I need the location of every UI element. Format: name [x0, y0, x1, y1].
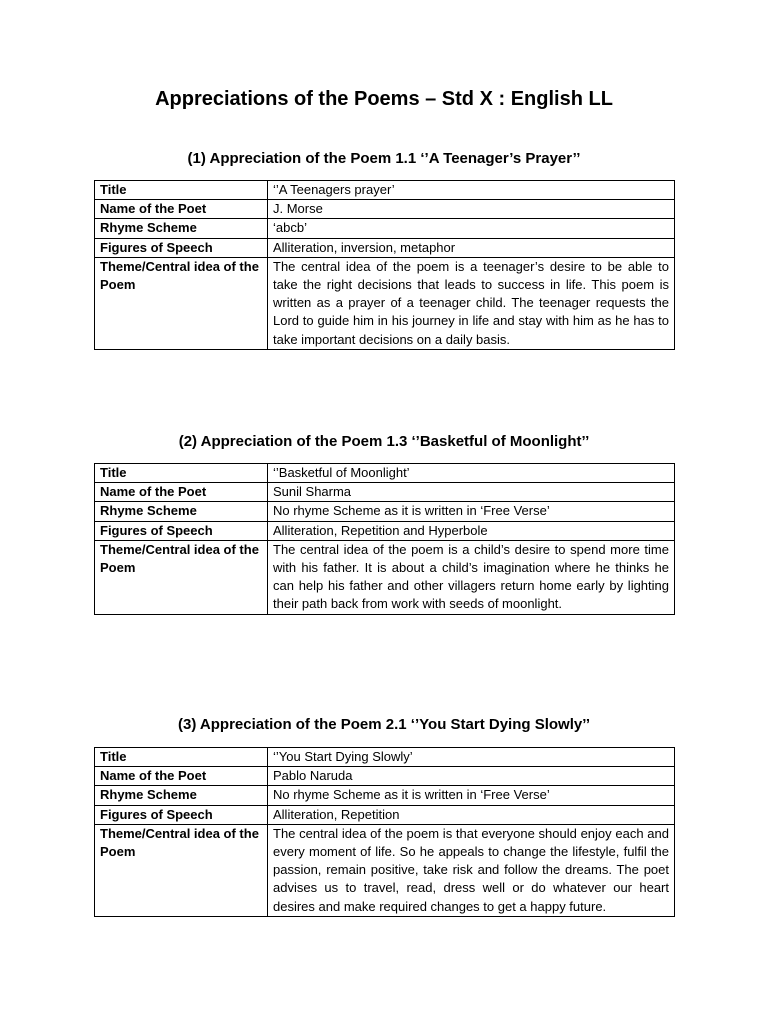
appreciation-table-3 — [94, 747, 675, 917]
row-label-theme: Theme/Central idea of the Poem — [95, 824, 268, 916]
row-label-figures-of-speech: Figures of Speech — [95, 521, 268, 540]
table-row — [95, 521, 675, 540]
row-label-title: Title — [95, 181, 268, 200]
table-row — [95, 786, 675, 805]
row-value-rhyme-scheme: No rhyme Scheme as it is written in ‘Free Verse’ — [268, 502, 675, 521]
section-heading-1: (1) Appreciation of the Poem 1.1 ‘’A Teenager’s Prayer’’ — [187, 150, 581, 167]
table-row — [95, 464, 675, 483]
row-value-rhyme-scheme: No rhyme Scheme as it is written in ‘Free Verse’ — [268, 786, 675, 805]
table-row — [95, 219, 675, 238]
row-label-rhyme-scheme: Rhyme Scheme — [95, 502, 268, 521]
row-label-rhyme-scheme: Rhyme Scheme — [95, 786, 268, 805]
row-label-theme: Theme/Central idea of the Poem — [95, 257, 268, 349]
row-value-rhyme-scheme: ‘abcb’ — [268, 219, 675, 238]
table-row — [95, 181, 675, 200]
row-value-title: ‘’You Start Dying Slowly’ — [268, 748, 675, 767]
row-value-poet: Pablo Naruda — [268, 767, 675, 786]
row-label-poet: Name of the Poet — [95, 200, 268, 219]
section-heading-2: (2) Appreciation of the Poem 1.3 ‘’Basketful of Moonlight’’ — [178, 433, 590, 450]
row-label-figures-of-speech: Figures of Speech — [95, 805, 268, 824]
row-label-poet: Name of the Poet — [95, 767, 268, 786]
row-label-theme: Theme/Central idea of the Poem — [95, 540, 268, 614]
table-row — [95, 238, 675, 257]
row-value-theme: The central idea of the poem is a teenager’s desire to be able to take the right decisions that leads to success in life. This poem is written as a prayer of a teenager child. The teenager requests the Lord to guide him in his journey in life and stay with him as he has to take important decisions on a daily basis. — [268, 257, 675, 349]
row-value-poet: J. Morse — [268, 200, 675, 219]
row-value-poet: Sunil Sharma — [268, 483, 675, 502]
table-row — [95, 483, 675, 502]
table-row — [95, 805, 675, 824]
table-row — [95, 257, 675, 349]
row-label-figures-of-speech: Figures of Speech — [95, 238, 268, 257]
table-row — [95, 502, 675, 521]
appreciation-table-1 — [94, 180, 675, 350]
row-value-title: ‘’Basketful of Moonlight’ — [268, 464, 675, 483]
table-row — [95, 824, 675, 916]
page-title: Appreciations of the Poems – Std X : English LL — [155, 88, 613, 110]
table-row — [95, 767, 675, 786]
table-row — [95, 540, 675, 614]
row-label-poet: Name of the Poet — [95, 483, 268, 502]
row-value-title: ‘’A Teenagers prayer’ — [268, 181, 675, 200]
appreciation-table-2 — [94, 463, 675, 615]
row-value-theme: The central idea of the poem is that everyone should enjoy each and every moment of life. So he appeals to change the lifestyle, fulfil the passion, remain positive, take risk and follow the dreams. The poet advises us to travel, read, dress well or do whatever our heart desires and make required changes to get a happy future. — [268, 824, 675, 916]
row-value-figures-of-speech: Alliteration, inversion, metaphor — [268, 238, 675, 257]
row-label-title: Title — [95, 464, 268, 483]
row-value-figures-of-speech: Alliteration, Repetition and Hyperbole — [268, 521, 675, 540]
section-heading-3: (3) Appreciation of the Poem 2.1 ‘’You Start Dying Slowly’’ — [177, 716, 590, 733]
row-label-rhyme-scheme: Rhyme Scheme — [95, 219, 268, 238]
row-value-theme: The central idea of the poem is a child’s desire to spend more time with his father. It is about a child’s imagination where he thinks he can help his father and other villagers return home early by lighting their path back from work with seeds of moonlight. — [268, 540, 675, 614]
table-row — [95, 748, 675, 767]
row-value-figures-of-speech: Alliteration, Repetition — [268, 805, 675, 824]
row-label-title: Title — [95, 748, 268, 767]
table-row — [95, 200, 675, 219]
